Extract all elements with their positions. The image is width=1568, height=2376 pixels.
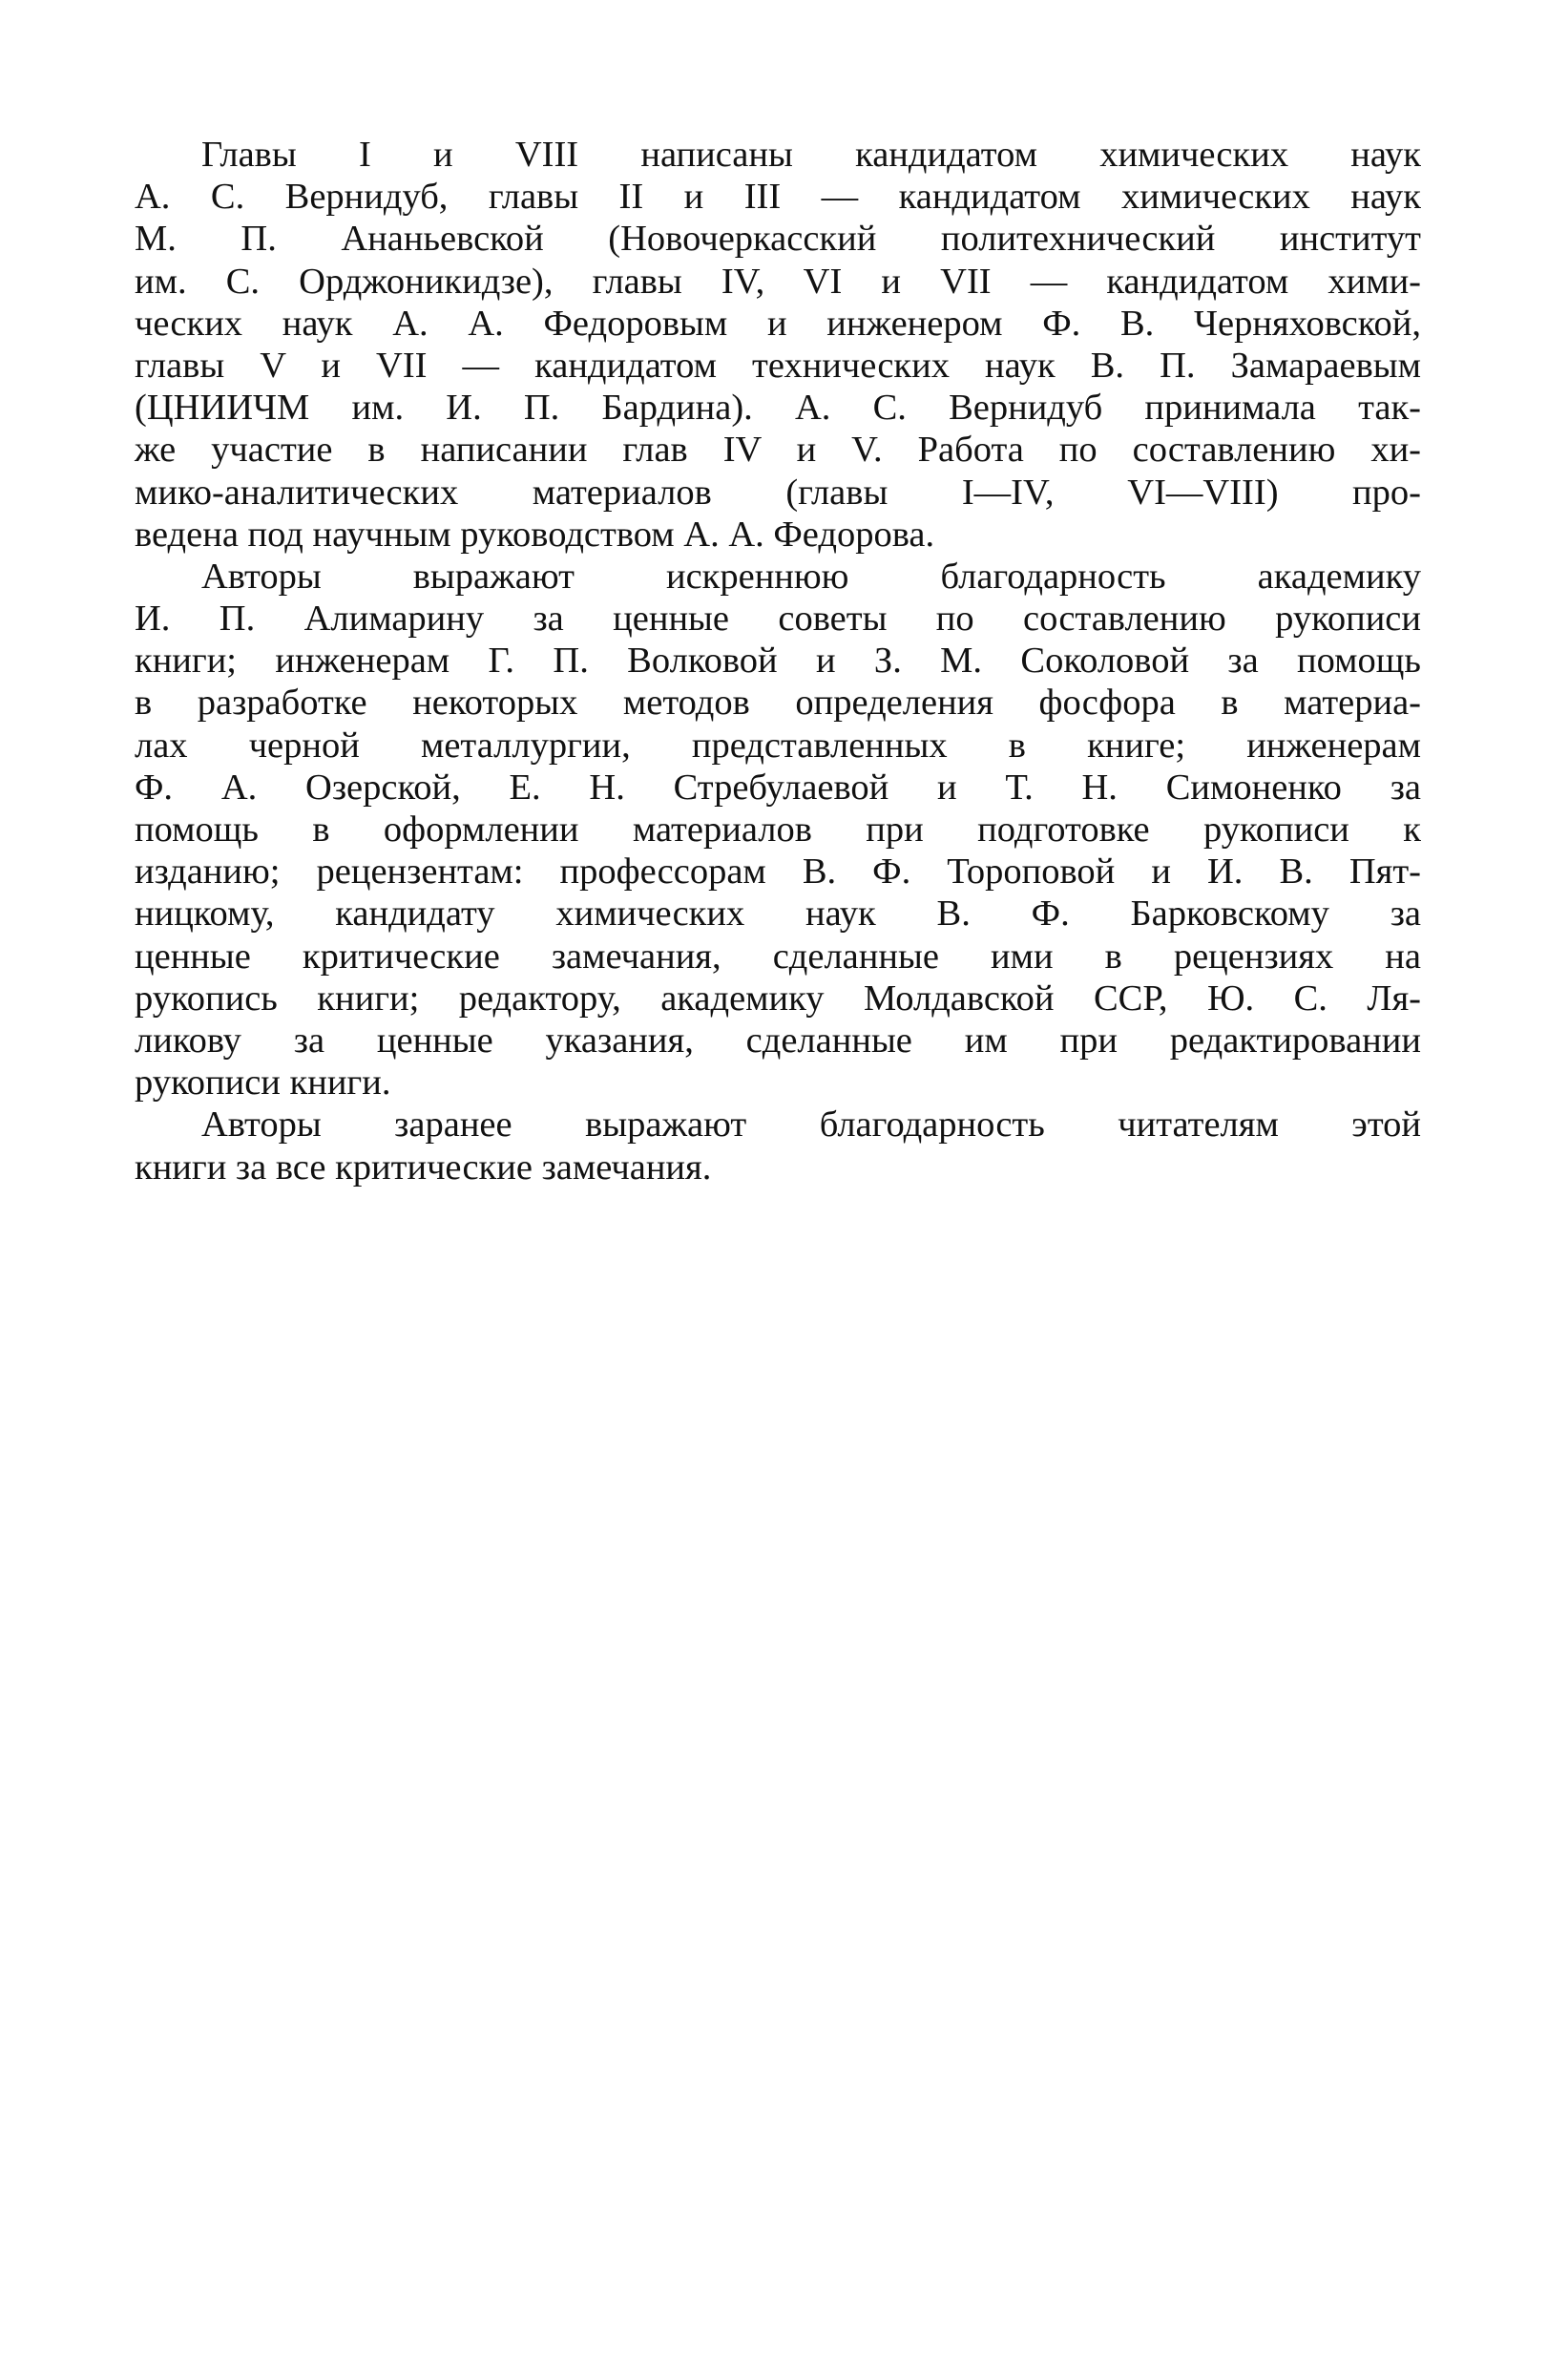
text-line: книги; инженерам Г. П. Волковой и З. М. Соколовой за помощь bbox=[135, 641, 1421, 682]
text-line: изданию; рецензентам: профессорам В. Ф. Тороповой и И. В. Пят- bbox=[135, 852, 1421, 893]
text-line: ликову за ценные указания, сделанные им при редактировании bbox=[135, 1020, 1421, 1061]
text-line: ческих наук А. А. Федоровым и инженером Ф. В. Черняховской, bbox=[135, 303, 1421, 344]
text-line: М. П. Ананьевской (Новочеркасский политехнический институт bbox=[135, 219, 1421, 260]
text-line: И. П. Алимарину за ценные советы по составлению рукописи bbox=[135, 599, 1421, 640]
text-line: рукописи книги. bbox=[135, 1062, 391, 1104]
text-line: Авторы заранее выражают благодарность читателям этой bbox=[201, 1104, 1421, 1146]
text-line: им. С. Орджоникидзе), главы IV, VI и VII — кандидатом хими- bbox=[135, 261, 1421, 302]
text-line: (ЦНИИЧМ им. И. П. Бардина). А. С. Вернидуб принимала так- bbox=[135, 388, 1421, 429]
text-line: главы V и VII — кандидатом технических наук В. П. Замараевым bbox=[135, 345, 1421, 386]
text-line: помощь в оформлении материалов при подготовке рукописи к bbox=[135, 810, 1421, 850]
text-line: книги за все критические замечания. bbox=[135, 1146, 712, 1188]
text-line: же участие в написании глав IV и V. Работа по составлению хи- bbox=[135, 430, 1421, 471]
text-line: Ф. А. Озерской, Е. Н. Стребулаевой и Т. Н. Симоненко за bbox=[135, 767, 1421, 808]
text-line: ценные критические замечания, сделанные ими в рецензиях на bbox=[135, 936, 1421, 977]
acknowledgements-text bbox=[135, 134, 1421, 1188]
paragraph-authorship bbox=[135, 134, 1421, 556]
paragraph-gratitude bbox=[135, 556, 1421, 1104]
text-line: в разработке некоторых методов определения фосфора в материа- bbox=[135, 683, 1421, 724]
text-line: Главы I и VIII написаны кандидатом химических наук bbox=[201, 135, 1421, 175]
paragraph-readers bbox=[135, 1104, 1421, 1188]
text-line: лах черной металлургии, представленных в книге; инженерам bbox=[135, 725, 1421, 766]
text-line: мико-аналитических материалов (главы I—IV, VI—VIII) про- bbox=[135, 472, 1421, 513]
text-line: ницкому, кандидату химических наук В. Ф. Барковскому за bbox=[135, 894, 1421, 935]
text-line: А. С. Вернидуб, главы II и III — кандидатом химических наук bbox=[135, 177, 1421, 218]
text-line: ведена под научным руководством А. А. Федорова. bbox=[135, 514, 935, 555]
text-line: Авторы выражают искреннюю благодарность академику bbox=[201, 556, 1421, 597]
text-line: рукопись книги; редактору, академику Молдавской ССР, Ю. С. Ля- bbox=[135, 978, 1421, 1019]
